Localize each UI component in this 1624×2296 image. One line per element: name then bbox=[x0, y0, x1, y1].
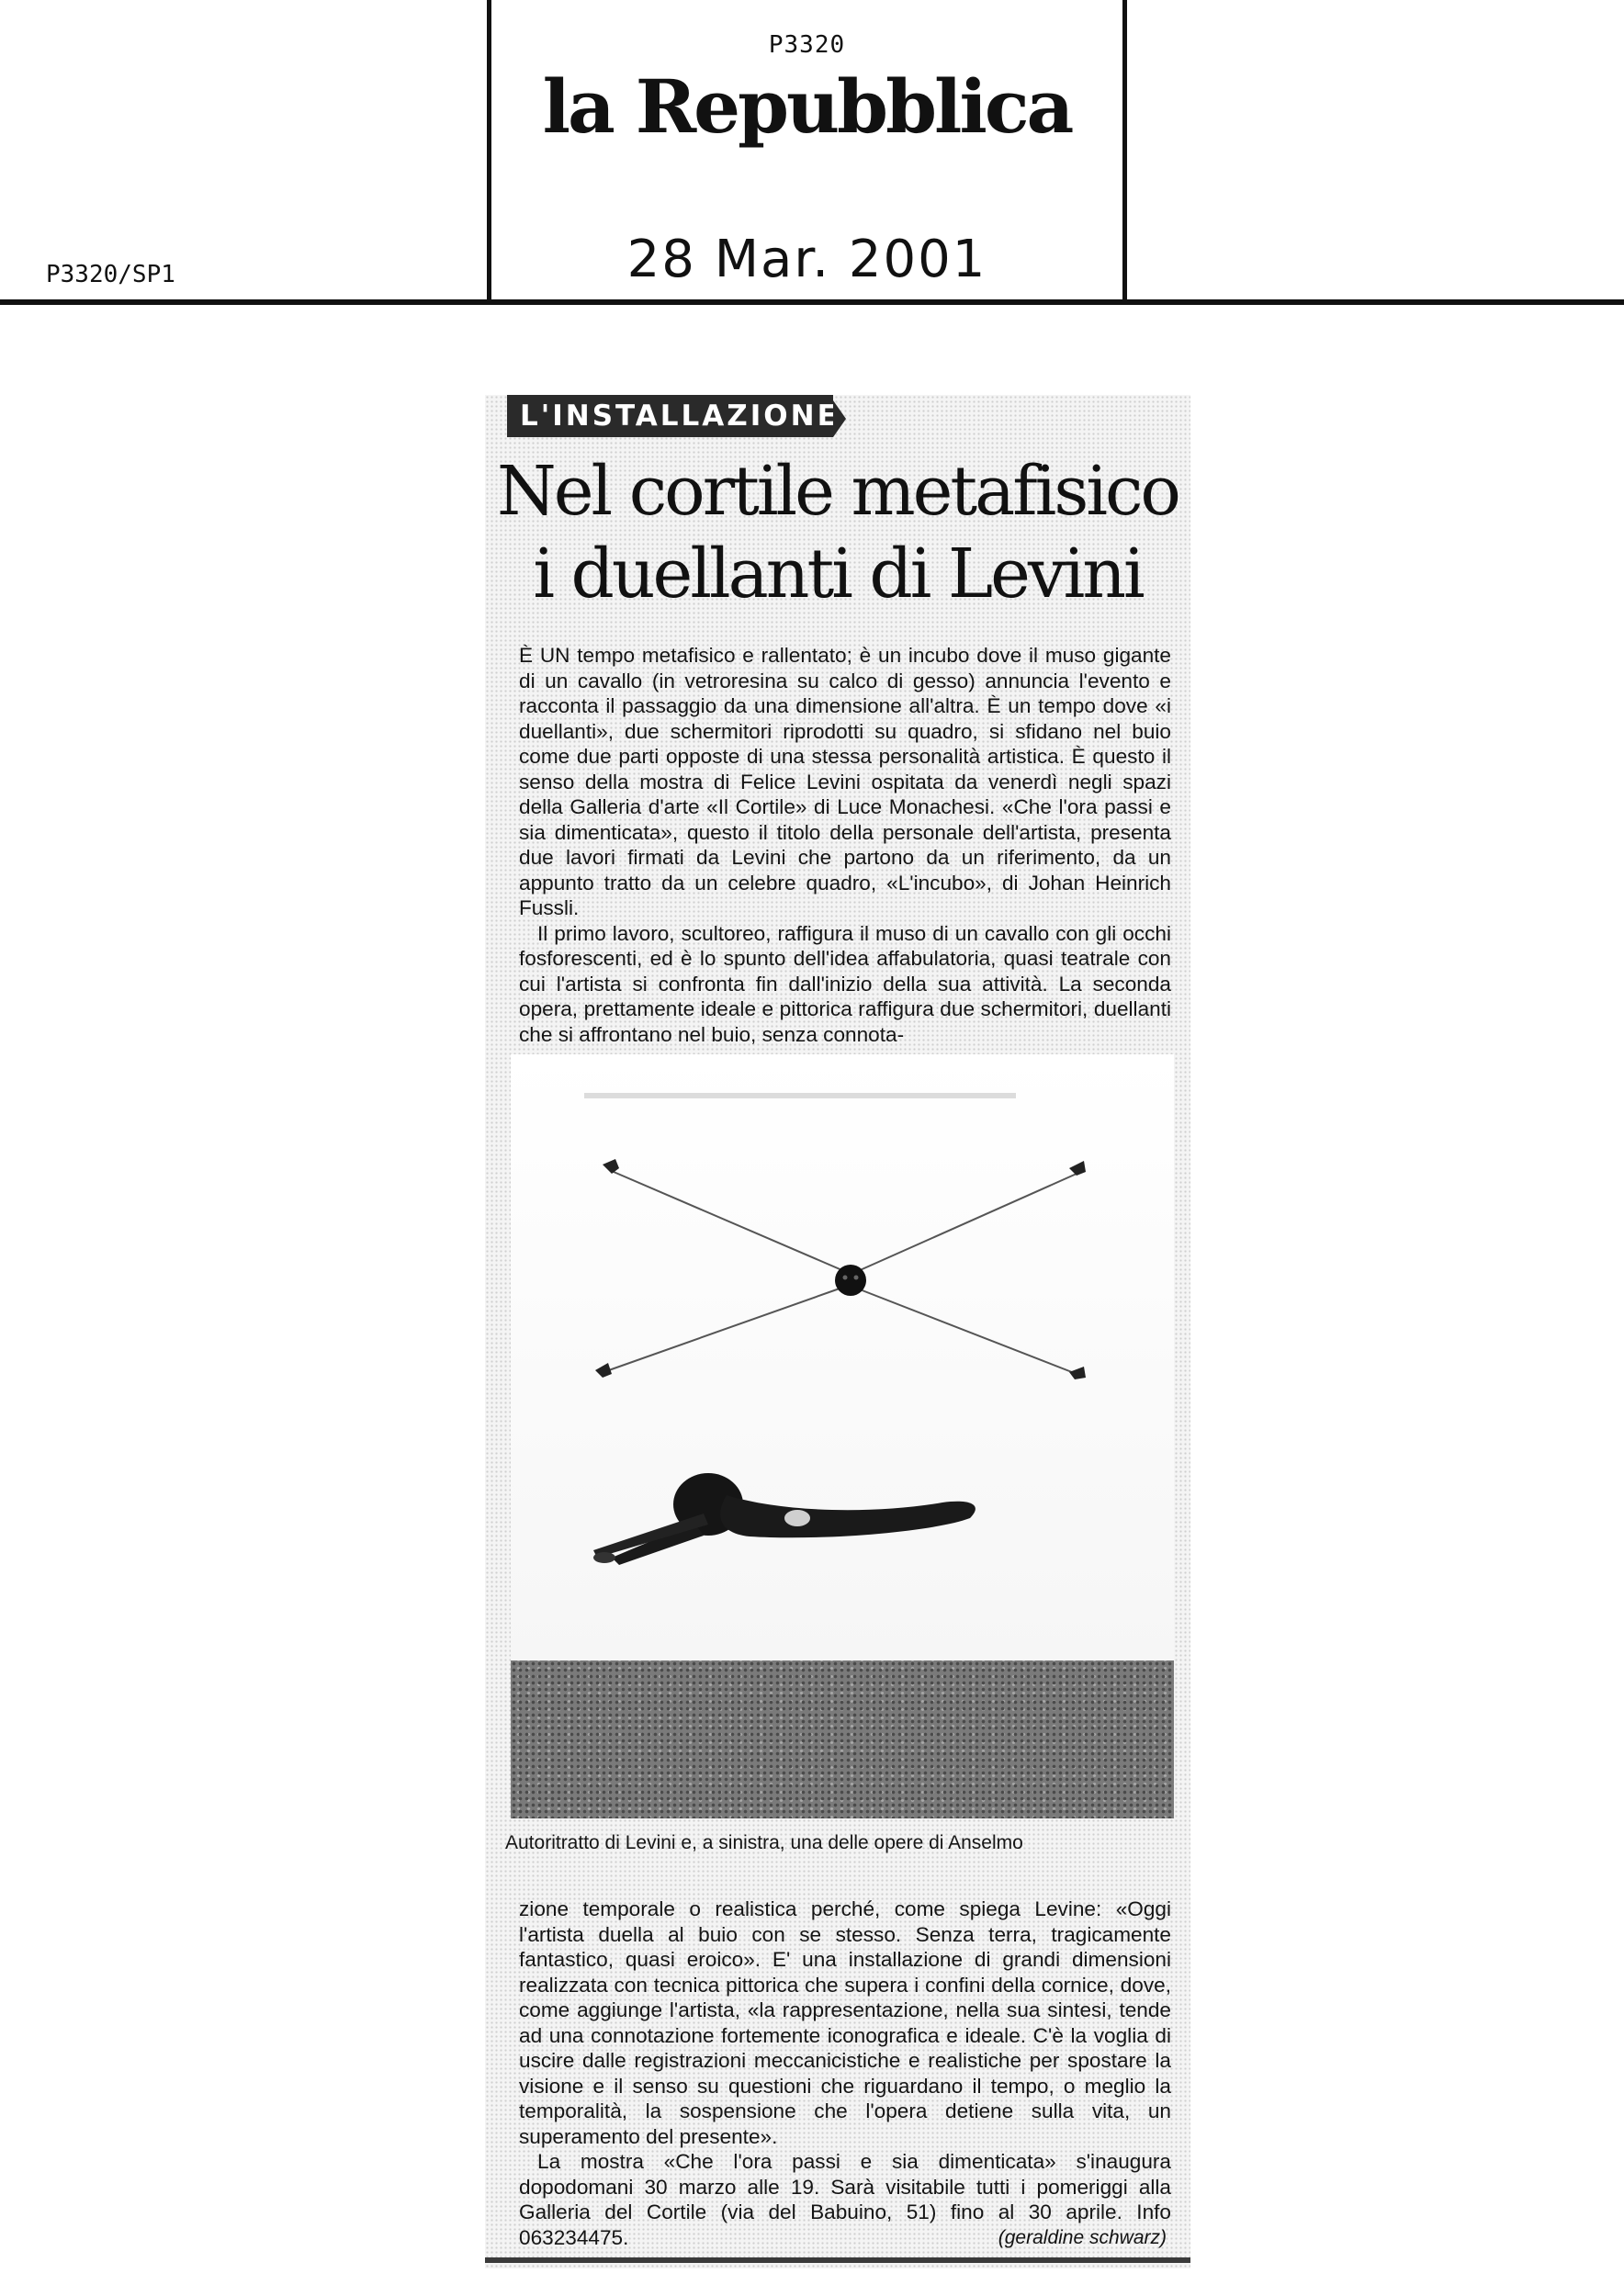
fencing-blade bbox=[606, 1289, 840, 1371]
newspaper-masthead: la Repubblica bbox=[542, 63, 1072, 150]
fencer-figure bbox=[595, 1363, 612, 1378]
body-paragraph: È UN tempo metafisico e rallentato; è un incubo dove il muso gigante di un cavallo (in vetroresina su calco di gesso) annuncia l'evento e racconta il passaggio da una dimensione all'altra. È un tempo dove «i duellanti», due schermitori riprodotti su quadro, si sfidano nel buio come due parti opposte di una stessa personalità artistica. È questo il senso della mostra di Felice Levini ospitata da venerdì negli spazi della Galleria d'arte «Il Cortile» di Luce Monachesi. «Che l'ora passi e sia dimenticata», questo il titolo della personale dell'artista, presenta due lavori firmati da Levini che partono da un riferimento, da un appunto tratto da un celebre quadro, «L'incubo», di Johan Heinrich Fussli. bbox=[519, 644, 1171, 919]
clip-code: P3320/SP1 bbox=[46, 261, 175, 288]
archive-code: P3320 bbox=[768, 31, 846, 59]
clipping-bottom-rule bbox=[485, 2257, 1190, 2263]
article-body-top bbox=[519, 643, 1171, 1047]
faint-caption-strip bbox=[584, 1093, 1016, 1098]
clipping-header bbox=[0, 0, 1624, 309]
fencing-blade bbox=[860, 1289, 1077, 1374]
photo-caption: Autoritratto di Levini e, a sinistra, una delle opere di Anselmo bbox=[505, 1832, 1023, 1853]
fencer-figure bbox=[603, 1159, 619, 1174]
floating-figure bbox=[593, 1473, 976, 1565]
body-paragraph: Il primo lavoro, scultoreo, raffigura il muso di un cavallo con gli occhi fosforescenti, ed è lo spunto dell'idea affabulatoria, quasi teatrale con cui l'artista si confronta fin dall'inizio della sua attività. La seconda opera, prettamente ideale e pittorica raffigura due schermitori, duellanti che si affrontano nel buio, senza connota- bbox=[519, 921, 1171, 1046]
header-rule bbox=[0, 299, 1624, 305]
section-kicker: L'INSTALLAZIONE bbox=[507, 395, 833, 437]
kicker-tab-shape bbox=[833, 400, 846, 437]
fencer-figure bbox=[1069, 1161, 1086, 1176]
header-divider-right bbox=[1122, 0, 1127, 303]
article-headline bbox=[496, 450, 1179, 615]
body-paragraph: La mostra «Che l'ora passi e sia dimenticata» s'inaugura dopodomani 30 marzo alle 19. Sarà visitabile tutti i pomeriggi alla Galleria del Cortile (via del Babuino, 51) fino al 30 aprile. Info 063234475. bbox=[519, 2150, 1171, 2249]
author-signature: (geraldine schwarz) bbox=[998, 2227, 1167, 2248]
fencing-blade bbox=[614, 1172, 844, 1271]
photo-artwork bbox=[511, 1054, 1174, 1818]
fencer-figure bbox=[1069, 1367, 1086, 1379]
headline-line-2: i duellanti di Levini bbox=[533, 535, 1143, 613]
body-paragraph: zione temporale o realistica perché, come spiega Levine: «Oggi l'artista duella al buio con se stesso. Senza terra, tragicamente fantastico, quasi eroico». E' una installazione di grandi dimensioni realizzata con tecnica pittorica che supera i confini della cornice, dove, come aggiunge l'artista, «la rappresentazione, nella sua sintesi, tende ad una connotazione fortemente iconografica e ideale. C'è la voglia di uscire dalle registrazioni meccanicistiche e realistiche per spostare la visione e il senso su questioni che riguardano il tempo, o meglio la temporalità, la sospensione che l'opera detiene sulla vita, un superamento del presente». bbox=[519, 1897, 1171, 2148]
article-photo bbox=[511, 1054, 1174, 1818]
central-sphere bbox=[835, 1265, 866, 1296]
article-body-bottom bbox=[519, 1896, 1171, 2250]
fencing-blade bbox=[858, 1174, 1077, 1271]
headline-line-1: Nel cortile metafisico bbox=[496, 452, 1179, 531]
publication-date: 28 Mar. 2001 bbox=[626, 230, 987, 289]
